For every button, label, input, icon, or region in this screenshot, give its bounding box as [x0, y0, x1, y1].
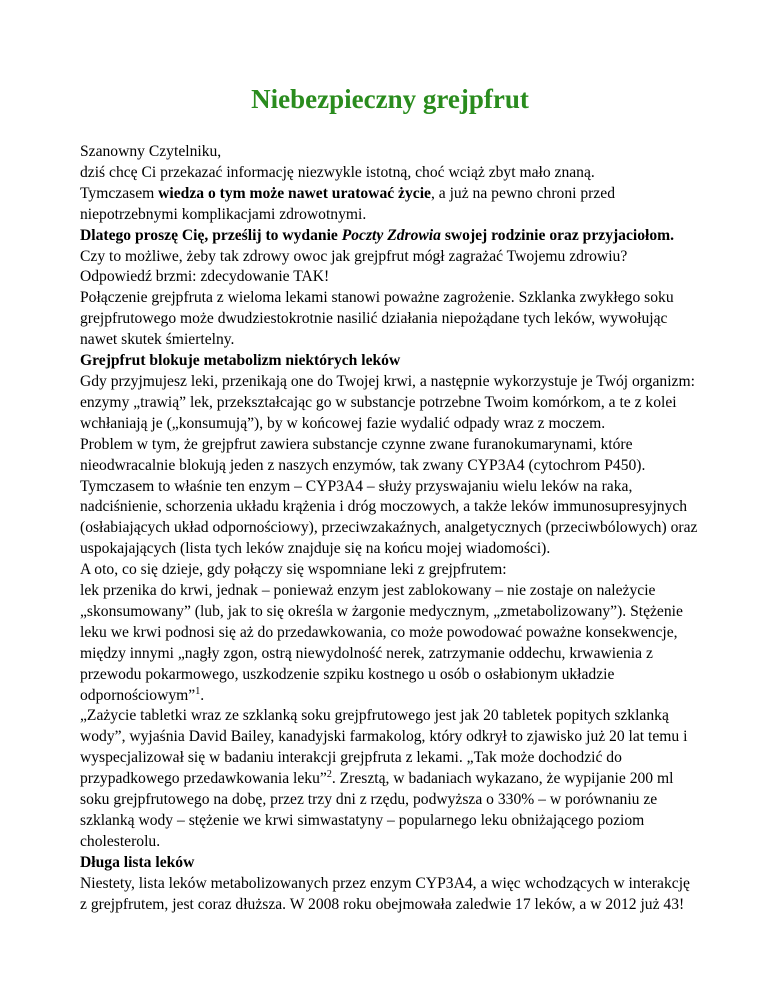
paragraph-intro: dziś chcę Ci przekazać informację niezwykle istotną, choć wciąż zbyt mało znaną. [80, 163, 595, 181]
paragraph-answer: Odpowiedź brzmi: zdecydowanie TAK! [80, 268, 330, 286]
greeting: Szanowny Czytelniku, [80, 143, 222, 160]
paragraph-bailey-quote [80, 706, 700, 852]
text-run: Dlatego proszę Cię, prześlij to wydanie [80, 226, 342, 244]
paragraph-what-happens: A oto, co się dzieje, gdy połączy się wspomniane leki z grejpfrutem: [80, 561, 507, 579]
publication-name: Poczty Zdrowia [341, 226, 441, 244]
paragraph-drug-list: Niestety, lista leków metabolizowanych przez enzym CYP3A4, a więc wchodzących w interakcję z grejpfrutem, jest coraz dłuższa. W 2008 roku obejmowała zaledwie 17 leków, a w 2012 już 43! [80, 874, 690, 913]
text-run: Tymczasem [80, 184, 159, 202]
paragraph-overdose [80, 581, 700, 706]
paragraph-share-request [80, 226, 700, 247]
document-page [80, 82, 700, 916]
footnote-ref-1[interactable]: 1 [195, 685, 201, 697]
text-run: lek przenika do krwi, jednak – ponieważ enzym jest zablokowany – nie zostaje on należycie „skonsumowany” (lub, jak to się określa w żargonie medycznym, „zmetabolizowany”). Stężenie leku we krwi podnosi się aż do przedawkowania, co może powodować poważne konsekwencje, między innymi „nagły zgon, ostrą niewydolność nerek, zatrzymanie oddechu, krwawienia z przewodu pokarmowego, uszkodzenie szpiku kostnego u osób o osłabionym układzie odpornościowym” [80, 582, 683, 704]
section-heading-metabolism: Grejpfrut blokuje metabolizm niektórych leków [80, 352, 401, 370]
text-run: swojej rodzinie oraz przyjaciołom. [440, 226, 675, 244]
text-run: , a już na pewno chroni przed niepotrzebnymi komplikacjami zdrowotnymi. [80, 184, 615, 223]
paragraph-danger: Połączenie grejpfruta z wieloma lekami stanowi poważne zagrożenie. Szklanka zwykłego soku grejpfrutowego może dwudziestokrotnie nasilić działania niepożądane tych leków, wywołując nawet skutek śmiertelny. [80, 289, 674, 349]
text-run: . Zresztą, w badaniach wykazano, że wypijanie 200 ml soku grejpfrutowego na dobę, przez trzy dni z rzędu, podwyższa o 330% – w porównaniu ze szklanką wody – stężenie we krwi simwastatyny – popularnego leku obniżającego poziom cholesterolu. [80, 770, 674, 850]
text-run: „Zażycie tabletki wraz ze szklanką soku grejpfrutowego jest jak 20 tabletek popitych szklanką wody”, wyjaśnia David Bailey, kanadyjski farmakolog, który odkrył to zjawisko już 20 lat temu i wyspecjalizował się w badaniu interakcji grejpfruta z lekami. „Tak może dochodzić do przypadkowego przedawkowania leku” [80, 707, 688, 788]
paragraph-knowledge [80, 184, 700, 226]
paragraph-question: Czy to możliwe, żeby tak zdrowy owoc jak grejpfrut mógł zagrażać Twojemu zdrowiu? [80, 247, 628, 265]
bold-emphasis: wiedza o tym może nawet uratować życie [158, 184, 431, 202]
footnote-ref-2[interactable]: 2 [326, 769, 332, 781]
section-heading-drug-list: Długa lista leków [80, 853, 195, 871]
text-run: . [200, 686, 205, 704]
page-title: Niebezpieczny grejpfrut [251, 84, 529, 114]
paragraph-problem: Problem w tym, że grejpfrut zawiera substancje czynne zwane furanokumarynami, które nieodwracalnie blokują jeden z naszych enzymów, tak zwany CYP3A4 (cytochrom P450). Tymczasem to właśnie ten enzym – CYP3A4 – służy przyswajaniu wielu leków na raka, nadciśnienie, schorzenia układu krążenia i dróg moczowych, a także leków immunosupresyjnych (osłabiających układ odpornościowy), przeciwzakaźnych, analgetycznych (przeciwbólowych) oraz uspokajających (lista tych leków znajduje się na końcu mojej wiadomości). [80, 435, 698, 558]
paragraph-metabolism: Gdy przyjmujesz leki, przenikają one do Twojej krwi, a następnie wykorzystuje je Twój organizm: enzymy „trawią” lek, przekształcając go w substancje potrzebne Twoim komórkom, a te z kolei wchłaniają je („konsumują”), by w końcowej fazie wydalić odpady wraz z moczem. [80, 372, 695, 432]
